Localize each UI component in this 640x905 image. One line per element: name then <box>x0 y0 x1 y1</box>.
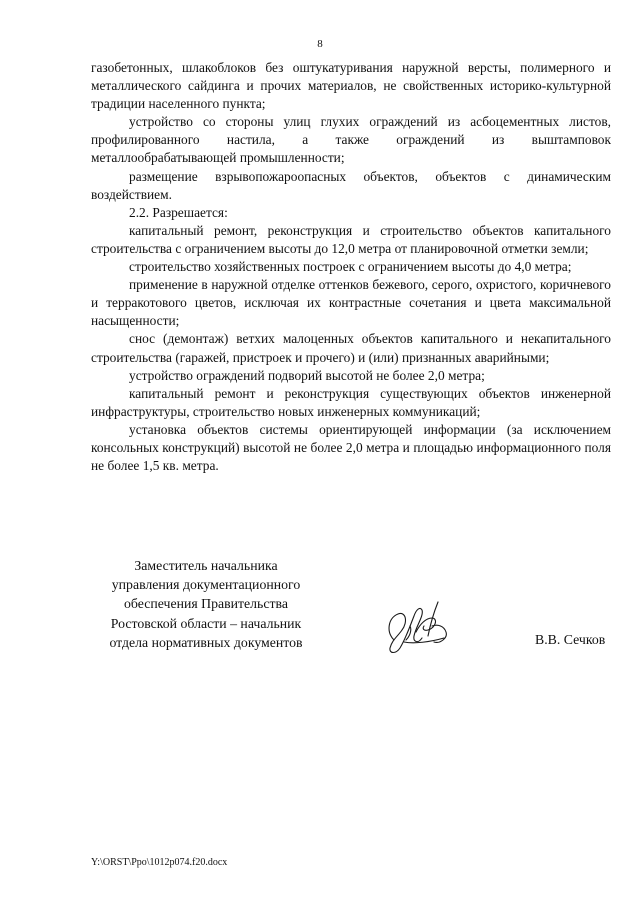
signatory-title-line: Заместитель начальника <box>134 558 278 573</box>
paragraph-infrastructure: капитальный ремонт и реконструкция существующих объектов инженерной инфраструктуры, строительство новых инженерных коммуникаций; <box>91 385 611 419</box>
paragraph-hazardous-objects: размещение взрывопожароопасных объектов, объектов с динамическим воздействием. <box>91 168 611 202</box>
paragraph-exterior-colors: применение в наружной отделке оттенков бежевого, серого, охристого, коричневого и терракотового цветов, исключая их контрастные сочетания и цвета максимальной насыщенности; <box>91 277 611 329</box>
paragraph-demolition: снос (демонтаж) ветхих малоценных объектов капитального и некапитального строительства (гаражей, пристроек и прочего) и (или) признанных аварийными; <box>91 331 611 365</box>
paragraph-fences-prohibition: устройство со стороны улиц глухих ограждений из асбоцементных листов, профилированного настила, а также ограждений из выштамповок металлообрабатывающей промышленности; <box>91 114 611 166</box>
signatory-title <box>90 556 322 652</box>
paragraph-capital-repair: капитальный ремонт, реконструкция и строительство объектов капитального строительства с ограничением высоты до 12,0 метра от планировочной отметки земли; <box>91 222 611 256</box>
handwritten-signature <box>380 596 460 660</box>
document-body <box>91 59 611 475</box>
file-path: Y:\ORST\Ppo\1012p074.f20.docx <box>91 857 228 868</box>
paragraph-outbuildings: строительство хозяйственных построек с ограничением высоты до 4,0 метра; <box>129 259 572 275</box>
signatory-title-line: управления документационного <box>111 577 301 593</box>
signatory-name: В.В. Сечков <box>535 632 606 647</box>
section-heading-allowed: 2.2. Разрешается: <box>129 204 228 220</box>
paragraph-information-signs: установка объектов системы ориентирующей информации (за исключением консольных конструкций) высотой не более 2,0 метра и площадью информационного поля не более 1,5 кв. метра. <box>91 421 611 474</box>
paragraph-courtyard-fences: устройство ограждений подворий высотой не более 2,0 метра; <box>129 367 485 383</box>
signatory-title-line: обеспечения Правительства <box>124 596 288 612</box>
page-number: 8 <box>317 38 323 50</box>
signatory-title-line: Ростовской области – начальник <box>110 615 302 631</box>
signatory-title-line: отдела нормативных документов <box>109 634 303 650</box>
paragraph-continuation: газобетонных, шлакоблоков без оштукатуривания наружной версты, полимерного и металлического сайдинга и прочих материалов, не свойственных историко-культурной традиции населенного пункта; <box>91 60 611 112</box>
